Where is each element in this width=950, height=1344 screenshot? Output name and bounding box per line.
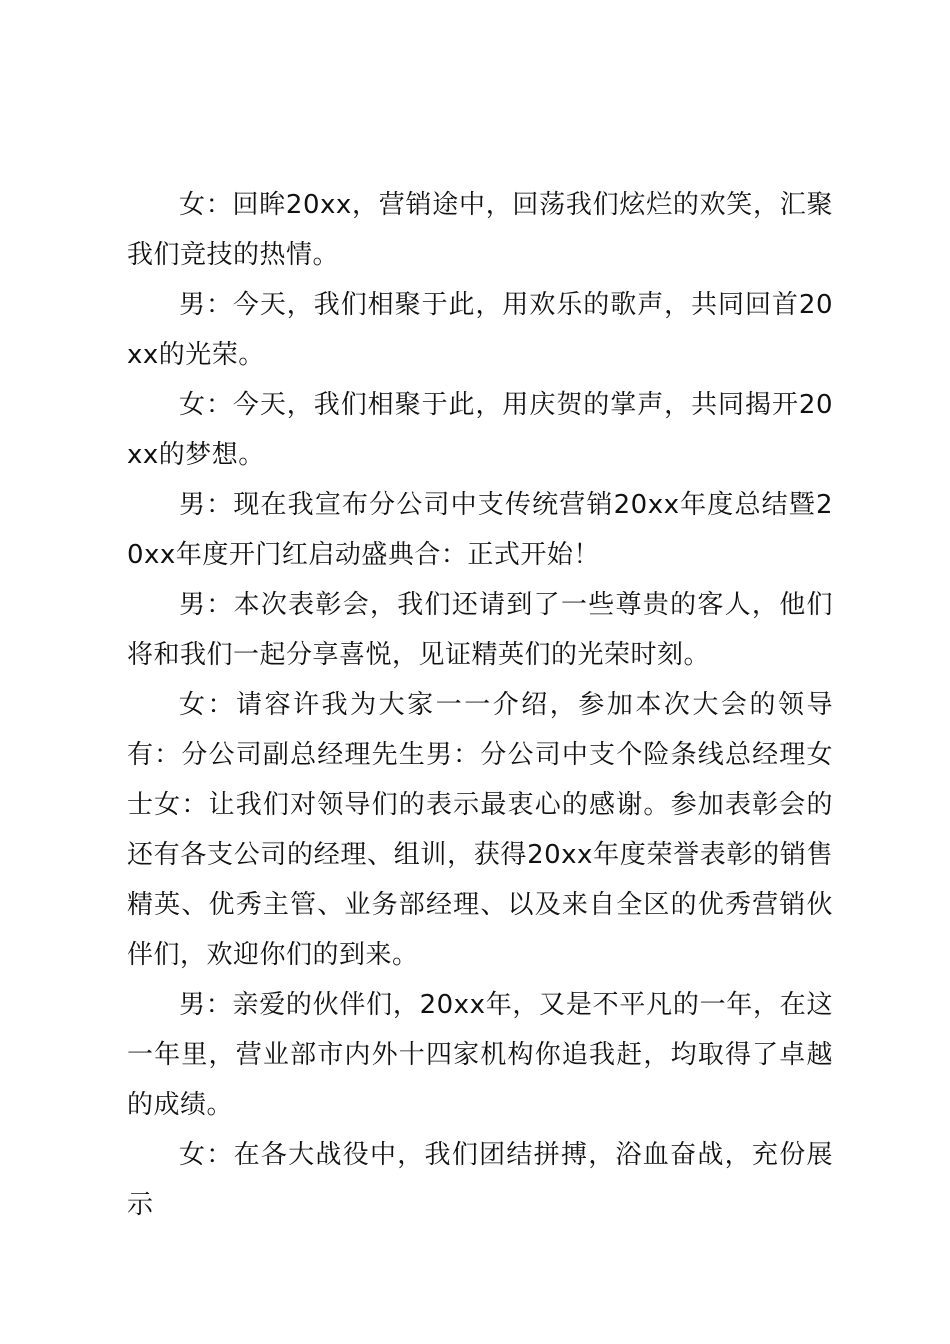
paragraph-2: 男：今天，我们相聚于此，用欢乐的歌声，共同回首20xx的光荣。	[127, 290, 833, 370]
document-body	[127, 180, 833, 1230]
paragraph-8: 女：在各大战役中，我们团结拼搏，浴血奋战，充份展示	[127, 1140, 833, 1220]
paragraph-3: 女：今天，我们相聚于此，用庆贺的掌声，共同揭开20xx的梦想。	[127, 390, 833, 470]
paragraph-5: 男：本次表彰会，我们还请到了一些尊贵的客人，他们将和我们一起分享喜悦，见证精英们的光荣时刻。	[127, 590, 833, 670]
paragraph-4: 男：现在我宣布分公司中支传统营销20xx年度总结暨20xx年度开门红启动盛典合：正式开始！	[127, 490, 833, 570]
paragraph-7: 男：亲爱的伙伴们，20xx年，又是不平凡的一年，在这一年里，营业部市内外十四家机构你追我赶，均取得了卓越的成绩。	[127, 990, 833, 1120]
paragraph-6: 女：请容许我为大家一一介绍，参加本次大会的领导有：分公司副总经理先生男：分公司中支个险条线总经理女士女：让我们对领导们的表示最衷心的感谢。参加表彰会的还有各支公司的经理、组训，获得20xx年度荣誉表彰的销售精英、优秀主管、业务部经理、以及来自全区的优秀营销伙伴们，欢迎你们的到来。	[127, 690, 833, 970]
paragraph-1: 女：回眸20xx，营销途中，回荡我们炫烂的欢笑，汇聚我们竞技的热情。	[127, 190, 833, 270]
